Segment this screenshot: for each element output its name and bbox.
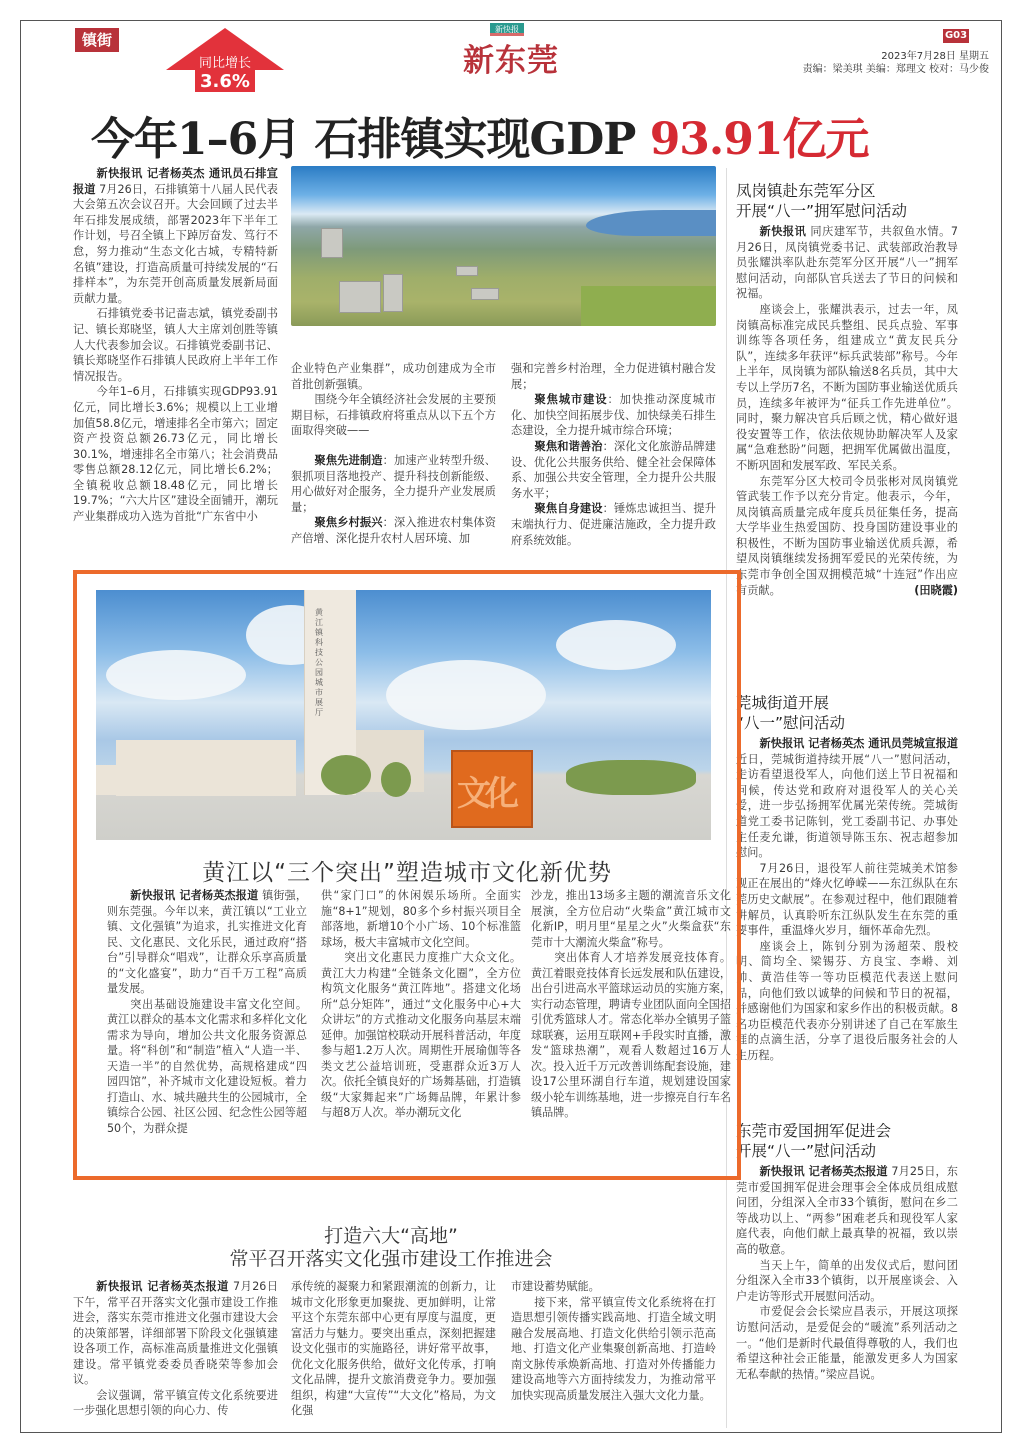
badge-label: 同比增长: [198, 56, 251, 71]
building: [321, 228, 343, 258]
bottom-title-line1: 打造六大“高地”: [324, 1225, 458, 1247]
focus-prefix: 聚焦: [534, 393, 559, 407]
title-line: “八一”慰问活动: [736, 714, 846, 732]
focus-keyword: 城市建设: [558, 393, 608, 407]
paragraph: 突出基础设施建设丰富文化空间。黄江以群众的基本文化需求和多样化文化需求为导向，增加公共文化服务资源总量。将“科创”和“制造”植入“人造一半、天造一半”的自然优势，高规格建成“四园四馆”，补齐城市文化建设短板。着力打造山、水、城共融共生的公园城市，全镇综合公园、社区公园、纪念性公园等超50个，为群众提: [107, 997, 307, 1135]
story-title: [736, 693, 958, 733]
focus-prefix: 聚焦: [534, 439, 558, 453]
brand-small-logo: 新快报: [490, 23, 524, 36]
title-line: 莞城街道开展: [736, 694, 830, 712]
sidebar-story-fenggang: [736, 181, 958, 598]
building: [383, 274, 403, 312]
paragraph: 承传统的凝聚力和紧跟潮流的创新力，让城市文化形象更加聚拢、更加鲜明，让常平这个东莞东部中心更有厚度与温度，更富活力与魅力。要突出重点，深刻把握建设文化强市的实施路径，讲好常平故事，优化文化服务供给，做好文化传承，打响文化品牌，提升文旅消费竞争力。要加强组织，构建“大宣传”“大文化”格局，为文化强: [291, 1280, 496, 1417]
page-number: G03: [944, 30, 968, 41]
paragraph: 会议强调，常平镇宣传文化系统要进一步强化思想引领的向心力、传: [73, 1388, 278, 1417]
story-title: [736, 181, 958, 221]
feature-col3: [531, 888, 731, 1121]
paragraph: 突出文化惠民力度推广大众文化。黄江大力构建“全链条文化圈”，全方位构筑文化服务“黄江阵地”。搭建文化场所“总分矩阵”，通过“文化服务中心+大众讲坛”的方式推动文化服务向基层末端延伸。加强馆校联动开展科普活动，年度参与超1.2万人次。周期性开展瑜伽等各类文艺公益培训班，受惠群众近3万人次。依托全镇良好的广场舞基础，打造镇级“大家舞起来”广场舞品牌，年累计参与超8万人次。举办潮玩文化: [321, 951, 521, 1119]
paragraph: 市爱促会会长梁应昌表示，开展这项探访慰问活动，是爱促会的“暖流”系列活动之一。“他们是新时代最值得尊敬的人，我们也希望这种社会正能量，能激发更多人为国家无私奉献的热情。”梁应昌说。: [736, 1305, 958, 1381]
building: [456, 266, 478, 276]
exhibition-hall-photo: [96, 590, 711, 840]
paragraph: 强和完善乡村治理，全力促进镇村融合发展；: [511, 362, 716, 391]
river: [586, 210, 716, 236]
culture-letter-sign: [451, 750, 533, 828]
focus-text: ：加快推动深度城市化、加快空间拓展步伐、加快绿美石排生态建设，全力提升城市综合环境；: [511, 393, 716, 438]
paragraph: 接下来，常平镇宣传文化系统将在打造思想引领传播实践高地、打造全域文明融合发展高地、打造文化供给引领示范高地、打造文化产业集聚创新高地、打造岭南文脉传承焕新高地、打造对外传播能力建设高地等六方面持续发力，为推动常平加快实现高质量发展注入强大文化力量。: [511, 1295, 716, 1402]
building: [339, 281, 381, 313]
dateline: 新快报讯 记者杨英杰报道: [96, 1280, 229, 1293]
dateline: 新快报讯 记者杨英杰报道: [130, 889, 259, 902]
sidebar-story-guancheng: [736, 693, 958, 1063]
editors-credit: 责编：梁美琪 美编：郑理文 校对：马少俊: [802, 64, 989, 75]
cloud: [556, 620, 676, 670]
cloud: [386, 660, 546, 730]
tree: [566, 760, 696, 795]
bottom-col3: [511, 1279, 716, 1403]
paragraph: 东莞军分区大校司令员张彬对凤岗镇党管武装工作予以充分肯定。他表示，今年，凤岗镇高质量完成年度兵员征集任务，提高大学毕业生热爱国防、投身国防建设事业的积极性，不断为国防事业输送优质兵源，希望凤岗镇继续发扬拥军爱民的光荣传统，为东莞市争创全国双拥模范城“十连冠”作出应有贡献。: [736, 474, 958, 597]
paragraph: 当天上午，简单的出发仪式后，慰问团分组深入全市33个镇街，以开展座谈会、入户走访等形式开展慰问活动。: [736, 1258, 958, 1303]
badge-value: 3.6%: [200, 71, 250, 92]
cloud: [106, 650, 246, 700]
title-line: 开展“八一”慰问活动: [736, 1142, 877, 1160]
paragraph: 突出体育人才培养发展竞技体育。黄江着眼竞技体育长远发展和队伍建设，出台引进高水平篮球运动员的实施方案，实行动态管理，聘请专业团队面向全国招引优秀篮球人才。常态化举办全镇男子篮球联赛，运用互联网+手段实时直播，激发“篮球热潮”，观看人数超过16万人次。投入近千万元改善训练配套设施，建设17公里环湖自行车道，规划建设国家级小轮车训练基地，进一步擦亮自行车名镇品牌。: [531, 951, 731, 1119]
paragraph: 企业特色产业集群”，成功创建成为全市首批创新强镇。: [291, 362, 496, 391]
title-line: 开展“八一”拥军慰问活动: [736, 202, 908, 220]
bottom-col1: [73, 1279, 278, 1419]
paragraph: 沙龙，推出13场多主题的潮流音乐文化展演，全方位启动“火柴盒”黄江城市文化新IP，明月里“星星之火”火柴盒获“东莞市十大潮流火柴盒”称号。: [531, 889, 731, 949]
focus-keyword: 乡村振兴: [337, 516, 383, 530]
issue-date: 2023年7月28日 星期五: [881, 51, 989, 62]
paragraph: 座谈会上，陈钊分别为汤超荣、殷校明、简均全、梁锡芬、方良宝、李崻、刘帅、黄浩佳等一等功臣模范代表送上慰问品，向他们致以诚挚的问候和节日的祝福，并感谢他们为国家和家乡作出的积极贡献。8名功臣模范代表亦分别讲述了自己在军旅生涯的点滴生活，分享了退役后服务社会的人生历程。: [736, 939, 958, 1062]
focus-keyword: 和谐善治: [557, 439, 603, 453]
tree: [321, 755, 371, 795]
paragraph: 围绕今年全镇经济社会发展的主要预期目标，石排镇政府将重点从以下五个方面取得突破——: [291, 393, 496, 438]
brand-title: 新东莞: [463, 43, 559, 79]
focus-prefix: 聚焦: [314, 516, 338, 530]
paragraph: 座谈会上，张耀洪表示，过去一年，凤岗镇高标准完成民兵整组、民兵点验、军事训练等各项任务，组建成立“黄友民兵分队”，连续多年获评“标兵武装部”称号。今年上半年，凤岗镇为部队输送8名兵员，其中大专以上学历7名，不断为国防事业输送优质兵员，连续多年被评为“征兵工作先进单位”。同时，聚力解决官兵后顾之忧，精心做好退役安置等工作，依法依规协助解决军人及家属“急难愁盼”问题，把拥军优属做出温度，不断巩固和发展军政、军民关系。: [736, 302, 958, 472]
bottom-col2: [291, 1279, 496, 1419]
feature-col1: [107, 888, 307, 1136]
dateline: 新快报讯 记者杨英杰 通讯员莞城宣报道: [759, 737, 958, 750]
headline-figure: 93.91亿元: [649, 114, 869, 165]
lead-story-col1: [73, 166, 278, 525]
headline-text: 今年1–6月 石排镇实现GDP: [91, 114, 650, 165]
tower-sign: 黄江镇科技公园城市展厅: [315, 608, 323, 717]
paragraph: 7月26日下午，常平召开落实文化强市建设工作推进会，落实东莞市推进文化强市建设大会的决策部署，详细部署下阶段文化强镇建设各项工作，高标准高质量推进文化强镇建设。常平镇党委委员香晓荣等参加会议。: [73, 1280, 278, 1386]
aerial-city-photo: [291, 166, 716, 326]
paragraph: 供“家门口”的休闲娱乐场所。全面实施“8+1”规划，80多个乡村振兴项目全部落地，新增10个小广场、10个标准篮球场，极大丰富城市文化空间。: [321, 889, 521, 949]
bottom-title-line2: 常平召开落实文化强市建设工作推进会: [229, 1248, 553, 1270]
building: [471, 288, 499, 300]
growth-arrow-badge: [166, 28, 284, 92]
focus-prefix: 聚焦: [534, 502, 558, 516]
dateline: 新快报讯 记者杨英杰 通讯员石排宣报道: [73, 167, 278, 196]
building-wall: [96, 765, 136, 795]
building-wall: [116, 740, 296, 796]
title-line: 凤岗镇赴东莞军分区: [736, 182, 876, 200]
focus-text: ：锤炼忠诚担当、提升末端执行力、促进廉洁施政，全力提升政府系统效能。: [511, 502, 716, 547]
paragraph: 7月26日，退役军人前往莞城美术馆参观正在展出的“烽火忆峥嵘——东江纵队在东莞历史文献展”。在参观过程中，他们跟随着讲解员，认真聆听东江纵队发生在东莞的重要事件，重温烽火岁月，缅怀革命先烈。: [736, 861, 958, 938]
focus-text: ：加速产业转型升级、狠抓项目落地投产、提升科技创新能级、用心做好对企服务，全力提升产业发展质量；: [291, 453, 496, 514]
story-title: [736, 1121, 958, 1161]
dateline: 新快报讯 记者杨英杰报道: [759, 1165, 888, 1178]
lead-story-col2: [291, 361, 496, 547]
feature-title: 黄江以“三个突出”塑造城市文化新优势: [202, 860, 612, 886]
byline: (田晓霞): [914, 583, 958, 597]
section-tag: 镇街: [75, 28, 119, 52]
main-headline: [91, 103, 941, 167]
paragraph: 镇街强，则东莞强。今年以来，黄江镇以“工业立镇、文化强镇”为追求，扎实推进文化育民、文化惠民、文化乐民，通过政府“搭台”引导群众“唱戏”，让群众乐享高质量的“文化盛宴”，助力“百千万工程”高质量发展。: [107, 889, 307, 995]
paragraph: 7月26日，石排镇第十八届人民代表大会第五次会议召开。大会回顾了过去半年石排发展成绩，部署2023年下半年工作计划，号召全镇上下踔厉奋发、笃行不怠，努力推动“生态文化古城，专精特新名镇”建设，打造高质量可持续发展的“石排样本”，为东莞开创高质量发展新局面贡献力量。: [73, 182, 278, 305]
focus-prefix: 聚焦: [314, 453, 338, 467]
paragraph: 今年1–6月，石排镇实现GDP93.91亿元，同比增长3.6%；规模以上工业增加值58.8亿元，增速排名全市第六；固定资产投资总额26.73亿元，同比增长30.1%，增速排名全市第八；社会消费品零售总额28.12亿元，同比增长6.2%；全镇税收总额18.48亿元，同比增长19.7%；“六大片区”建设全面铺开，潮玩产业集群成功入选为首批“广东省中小: [73, 385, 278, 524]
paragraph: 近日，莞城街道持续开展“八一”慰问活动，走访看望退役军人，向他们送上节日祝福和问候，传达党和政府对退役军人的关心关爱，进一步弘扬拥军优属光荣传统。莞城街道党工委书记陈钊，党工委副书记、办事处主任麦允谦，街道领导陈玉东、祝志超参加慰问。: [736, 752, 958, 860]
paragraph: 石排镇党委书记啬志斌，镇党委副书记、镇长郑晓坚，镇人大主席刘创胜等镇人大代表参加会议。石排镇党委副书记、镇长郑晓坚作石排镇人民政府上半年工作情况报告。: [73, 307, 278, 383]
dateline: 新快报讯: [759, 225, 807, 238]
field: [581, 286, 716, 326]
focus-keyword: 自身建设: [557, 502, 603, 516]
title-line: 东莞市爱国拥军促进会: [736, 1122, 892, 1140]
feature-col2: [321, 888, 521, 1121]
focus-keyword: 先进制造: [337, 453, 383, 467]
tree: [381, 762, 411, 797]
sign-text: 文化: [457, 774, 513, 814]
lead-story-col3: [511, 361, 716, 548]
paragraph: 7月25日，东莞市爱国拥军促进会理事会全体成员组成慰问团，分组深入全市33个镇街，慰问在乡二等战功以上、“两参”困难老兵和现役军人家庭代表，向他们献上最真挚的祝福，致以崇高的敬意。: [736, 1165, 958, 1256]
focus-text: ：深入推进农村集体资产倍增、深化提升农村人居环境、加: [291, 516, 496, 545]
sidebar-story-aicuhui: [736, 1121, 958, 1382]
newspaper-page: [20, 20, 1002, 1433]
paragraph: 同庆建军节，共叙鱼水情。7月26日，凤岗镇党委书记、武装部政治教导员张耀洪率队赴东莞军分区开展“八一”拥军慰问活动，向部队官兵送去了节日的问候和祝福。: [736, 225, 958, 301]
paragraph: 市建设蓄势赋能。: [511, 1280, 600, 1293]
focus-text: ：深化文化旅游品牌建设、优化公共服务供给、健全社会保障体系、加强公共安全管理，全力提升公共服务水平；: [511, 439, 716, 500]
